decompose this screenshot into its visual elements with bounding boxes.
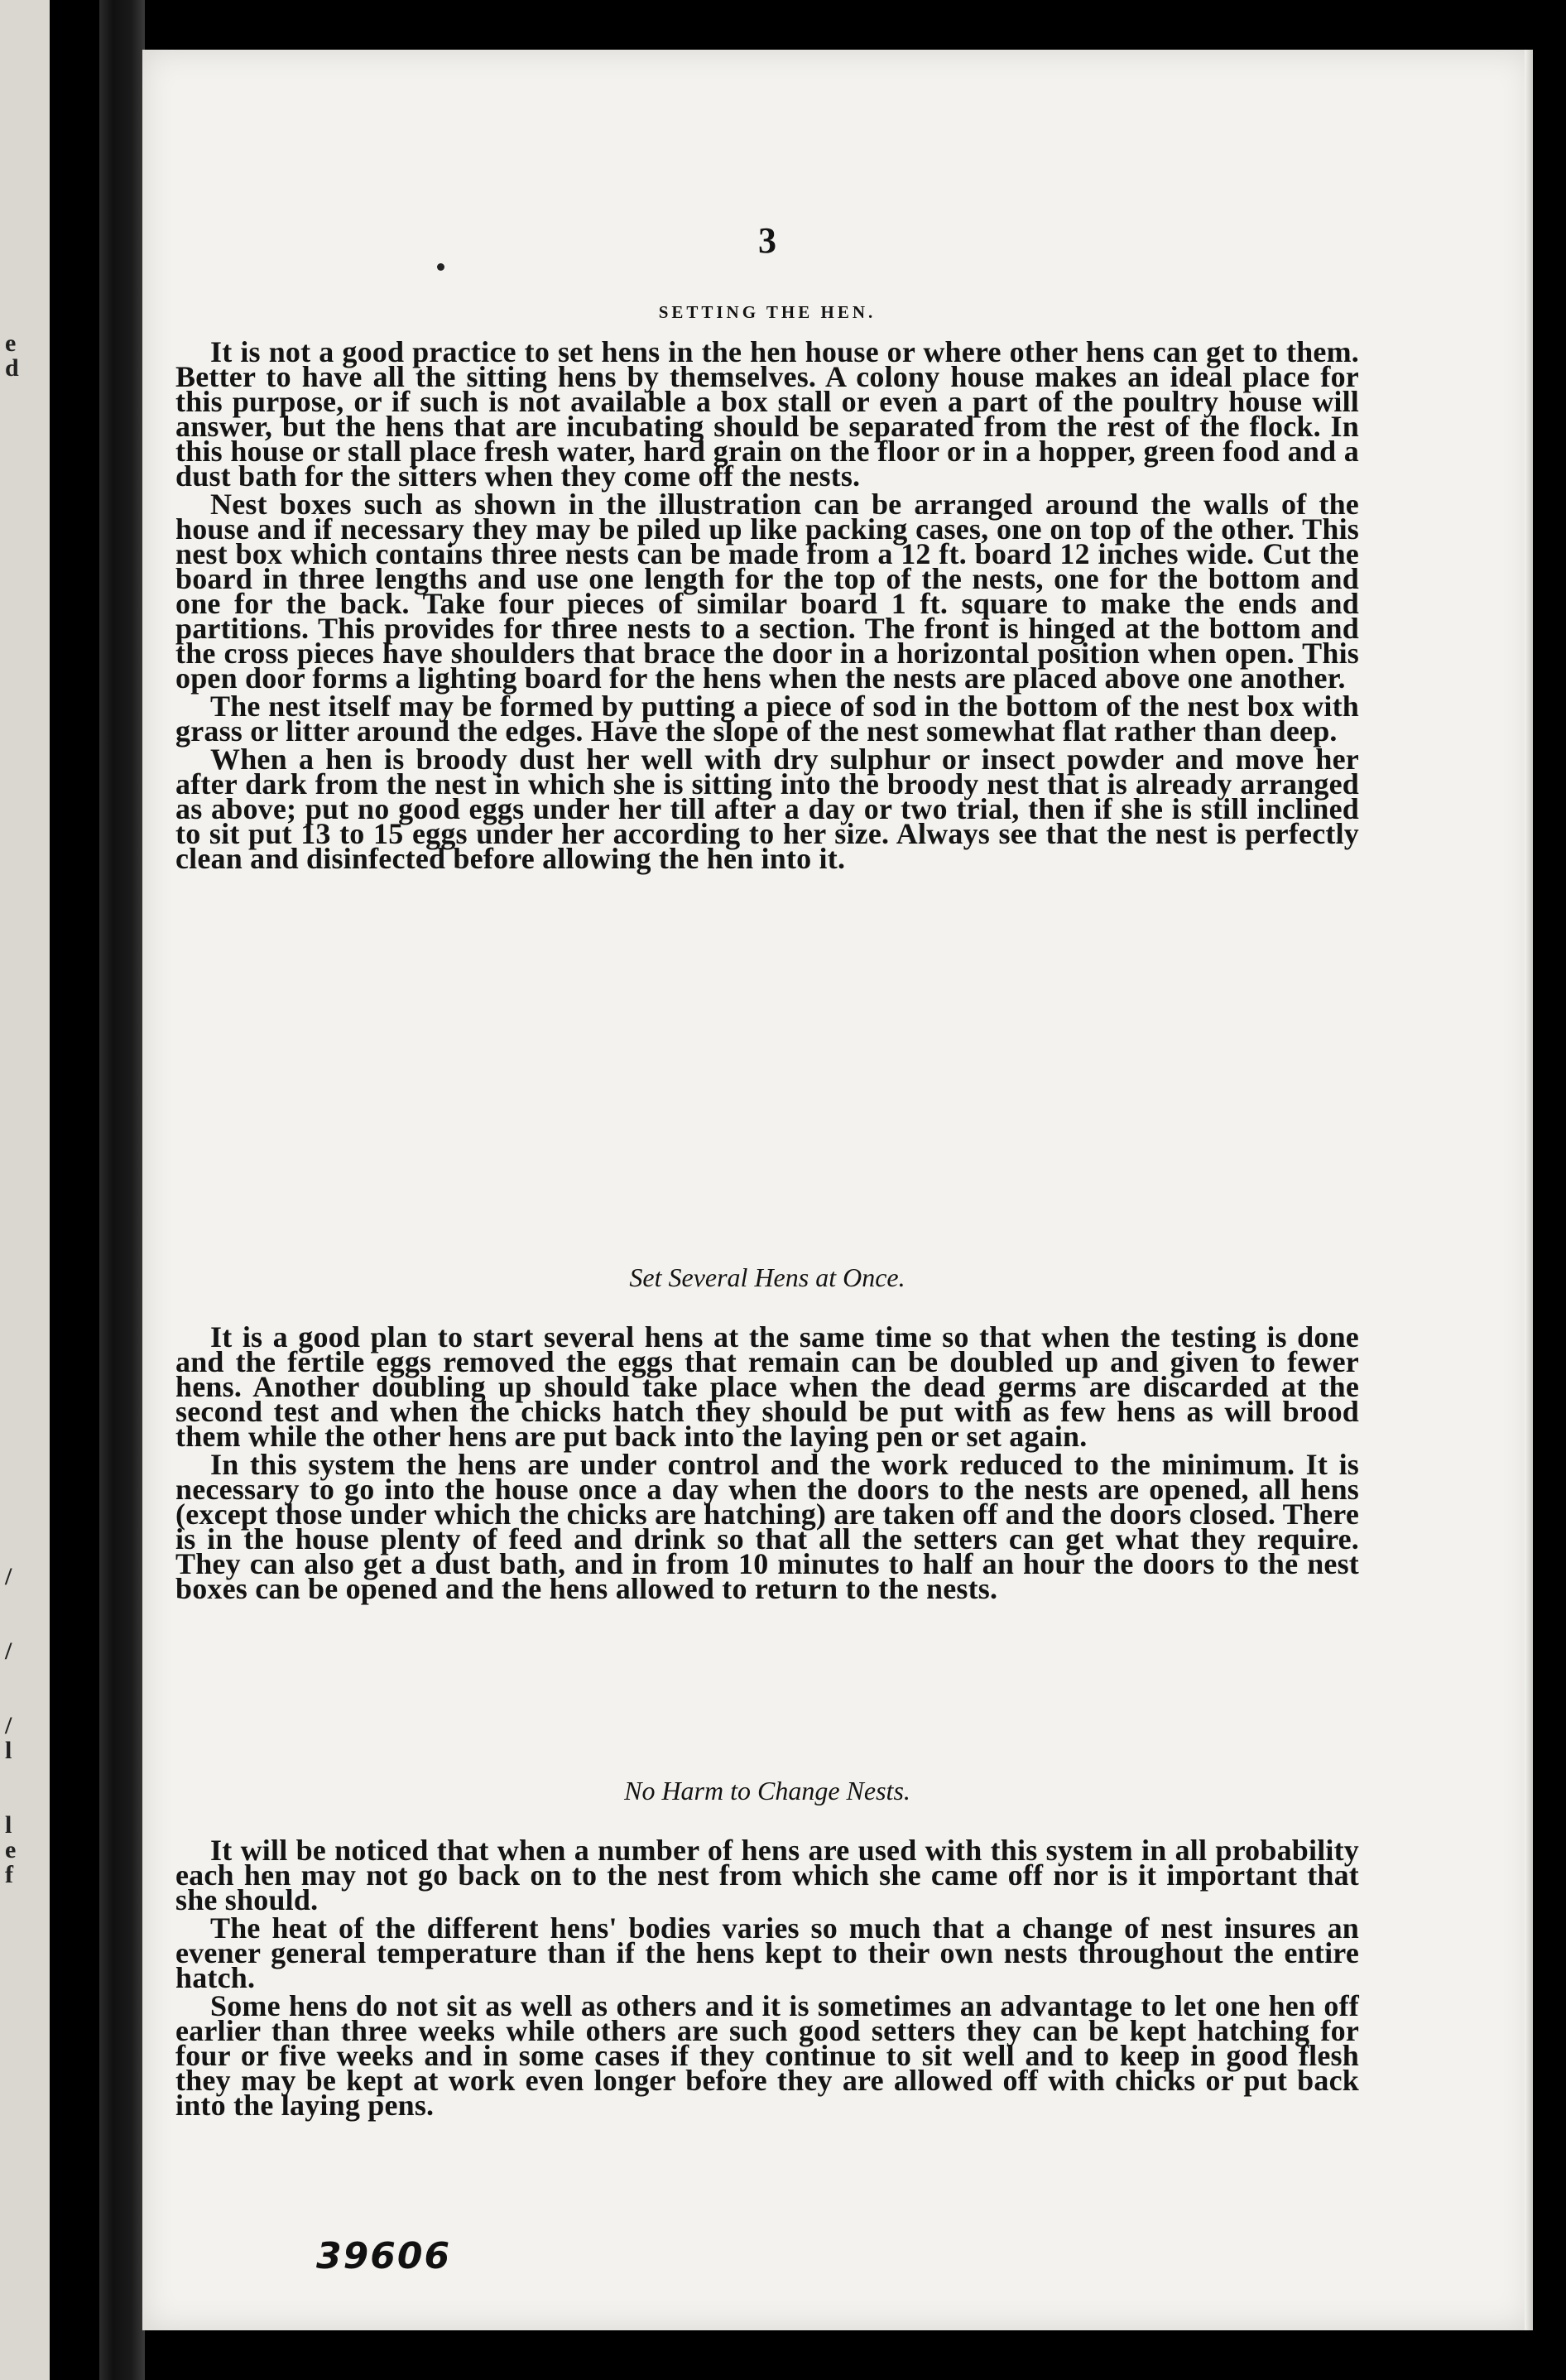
fragment-text: l [5,1737,12,1764]
paragraph: When a hen is broody dust her well with dry sulphur or insect powder and move her after dark from the nest in which she is sitting into the broody nest that is already arranged as above; put no good eggs under her till after a day or two trial, then if she is still inclined to sit put 13 to 15 eggs under her according to her size. Always see that the nest is perfectly clean and disinfected before allowing the hen into it. [175,743,1359,875]
fragment-text: / [5,1637,12,1665]
fragment-text: / [5,1712,12,1739]
adjacent-page-fragments [5,273,38,1887]
paragraph: It is not a good practice to set hens in the hen house or where other hens can get to them. Better to have all the sitting hens by themselves. A colony house makes an ideal place for this purpose, or if such is not available a box stall or even a part of the poultry house will answer, but the hens that are incubating should be separated from the rest of the flock. In this house or stall place fresh water, hard grain on the floor or in a hopper, green food and a dust bath for the sitters when they come off the nests. [175,335,1359,493]
fragment-text: / [5,1563,12,1590]
handwritten-note: 39606 [316,2235,452,2277]
ink-dot [437,263,444,271]
fragment-text: l [5,1811,12,1839]
section-several-hens [175,1320,1359,1605]
intro-section [175,335,1359,875]
scanned-page [142,50,1533,2330]
paragraph: The heat of the different hens' bodies varies so much that a change of nest insures an evener general temperature than if the hens kept to their own nests throughout the entire hatch. [175,1911,1359,1994]
book-spine-shadow [99,0,145,2380]
fragment-text: d [5,354,19,382]
subheading: No Harm to Change Nests. [624,1776,910,1805]
paragraph: Nest boxes such as shown in the illustration can be arranged around the walls of the house and if necessary they may be piled up like packing cases, one on top of the other. This nest box which contains three nests can be made from a 12 ft. board 12 inches wide. Cut the board in three lengths and use one length for the top of the nests, one for the bottom and one for the back. Take four pieces of similar board 1 ft. square to make the ends and partitions. This provides for three nests to a section. The front is hinged at the bottom and the cross pieces have shoulders that brace the door in a horizontal position when open. This open door forms a lighting board for the hens when the nests are placed above one another. [175,488,1359,695]
section-change-nests [175,1834,1359,2122]
fragment-text: e [5,1836,17,1863]
paragraph: Some hens do not sit as well as others and it is sometimes an advantage to let one hen off earlier than three weeks while others are such good setters they can be kept hatching for four or five weeks and in some cases if they continue to sit well and to keep in good flesh they may be kept at work even longer before they are allowed off with chicks or put back into the laying pens. [175,1989,1359,2122]
section-title: SETTING THE HEN. [658,302,877,322]
subheading: Set Several Hens at Once. [629,1262,905,1292]
page-number: 3 [758,220,776,261]
paragraph: It will be noticed that when a number of hens are used with this system in all probability each hen may not go back on to the nest from which she came off nor is it important that she should. [175,1834,1359,1916]
paragraph: The nest itself may be formed by putting a piece of sod in the bottom of the nest box with grass or litter around the edges. Have the slope of the nest somewhat flat rather than deep. [175,690,1359,748]
fragment-text: e [5,329,17,357]
page-edge [1525,50,1533,2330]
paragraph: It is a good plan to start several hens at the same time so that when the testing is done and the fertile eggs removed the eggs that remain can be doubled up and given to fewer hens. Another doubling up should take place when the dead germs are discarded at the second test and when the chicks hatch they should be put with as few hens as will brood them while the other hens are put back into the laying pen or set again. [175,1320,1359,1453]
adjacent-page-sliver [0,0,50,2380]
paragraph: In this system the hens are under control and the work reduced to the minimum. It is necessary to go into the house once a day when the doors to the nests are opened, all hens (except those under which the chicks are hatching) are taken off and the doors closed. There is in the house plenty of feed and drink so that all the setters can get what they require. They can also get a dust bath, and in from 10 minutes to half an hour the doors to the nest boxes can be opened and the hens allowed to return to the nests. [175,1448,1359,1605]
fragment-text: f [5,1861,13,1888]
